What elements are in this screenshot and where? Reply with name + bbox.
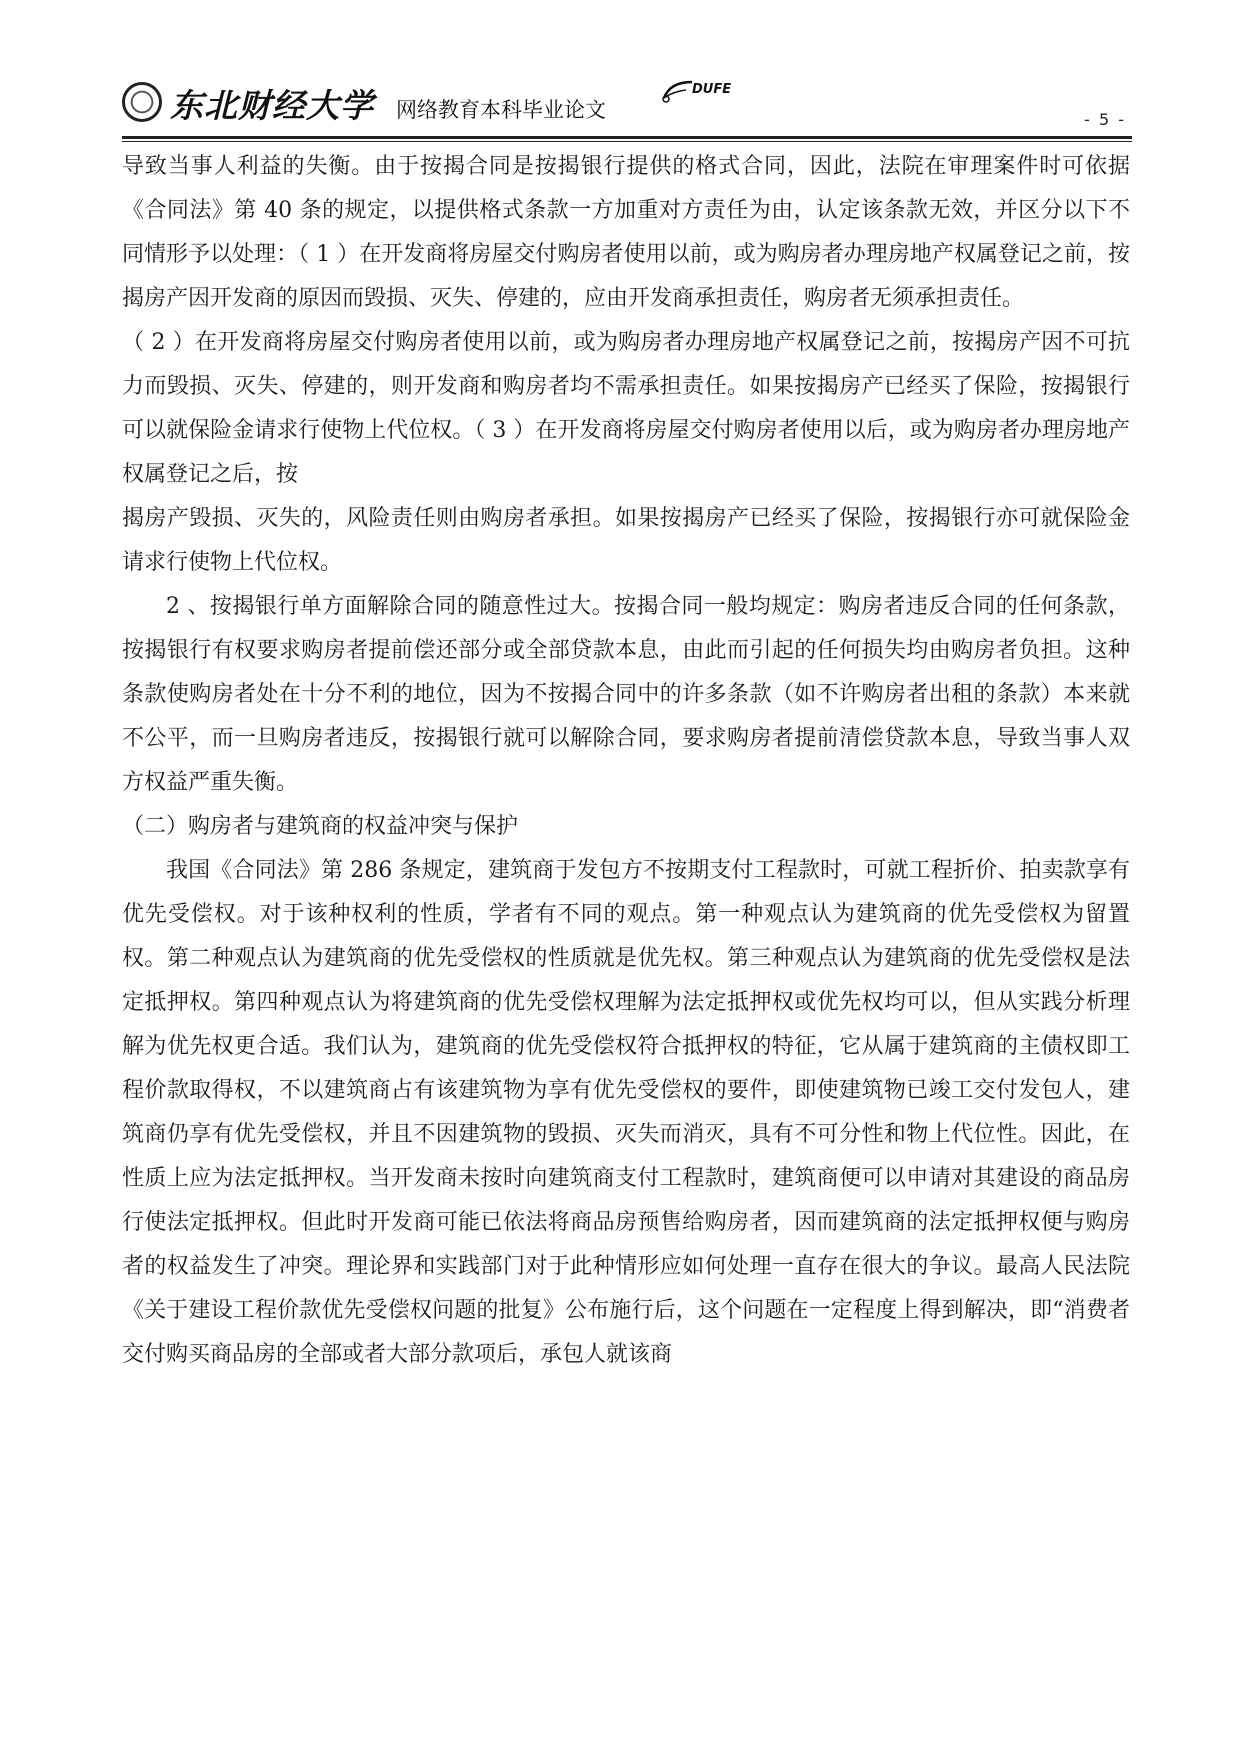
university-name: 东北财经大学: [170, 86, 374, 125]
paragraph: 导致当事人利益的失衡。由于按揭合同是按揭银行提供的格式合同，因此，法院在审理案件时可依据《合同法》第 40 条的规定，以提供格式条款一方加重对方责任为由，认定该条款无效，并区分以下不同情形予以处理：（ 1 ）在开发商将房屋交付购房者使用以前，或为购房者办理房地产权属登记之前，按揭房产因开发商的原因而毁损、灭失、停建的，应由开发商承担责任，购房者无须承担责任。: [122, 154, 1130, 311]
header-rule-thin: [122, 141, 1132, 142]
header-rule-thick: [122, 136, 1132, 139]
thesis-subtitle: 网络教育本科毕业论文: [396, 98, 606, 122]
page-number: - 5 -: [1084, 110, 1126, 129]
paragraph: （ 2 ）在开发商将房屋交付购房者使用以前，或为购房者办理房地产权属登记之前，按揭房产因不可抗力而毁损、灭失、停建的，则开发商和购房者均不需承担责任。如果按揭房产已经买了保险，按揭银行可以就保险金请求行使物上代位权。（ 3 ）在开发商将房屋交付购房者使用以后，或为购房者办理房地产权属登记之后，按: [122, 330, 1130, 487]
paragraph: 我国《合同法》第 286 条规定，建筑商于发包方不按期支付工程款时，可就工程折价、拍卖款享有优先受偿权。对于该种权利的性质，学者有不同的观点。第一种观点认为建筑商的优先受偿权为留置权。第二种观点认为建筑商的优先受偿权的性质就是优先权。第三种观点认为建筑商的优先受偿权是法定抵押权。第四种观点认为将建筑商的优先受偿权理解为法定抵押权或优先权均可以，但从实践分析理解为优先权更合适。我们认为，建筑商的优先受偿权符合抵押权的特征，它从属于建筑商的主债权即工程价款取得权，不以建筑商占有该建筑物为享有优先受偿权的要件，即使建筑物已竣工交付发包人，建筑商仍享有优先受偿权，并且不因建筑物的毁损、灭失而消灭，具有不可分性和物上代位性。因此，在性质上应为法定抵押权。当开发商未按时向建筑商支付工程款时，建筑商便可以申请对其建设的商品房行使法定抵押权。但此时开发商可能已依法将商品房预售给购房者，因而建筑商的法定抵押权便与购房者的权益发生了冲突。理论界和实践部门对于此种情形应如何处理一直存在很大的争议。最高人民法院《关于建设工程价款优先受偿权问题的批复》公布施行后，这个问题在一定程度上得到解决，即“消费者交付购买商品房的全部或者大部分款项后，承包人就该商: [122, 858, 1130, 1367]
section-heading: （二）购房者与建筑商的权益冲突与保护: [122, 814, 519, 839]
paragraph: 揭房产毁损、灭失的，风险责任则由购房者承担。如果按揭房产已经买了保险，按揭银行亦可就保险金请求行使物上代位权。: [122, 506, 1130, 575]
dufe-brand-text: DUFE: [692, 82, 732, 97]
paragraph: 2 、按揭银行单方面解除合同的随意性过大。按揭合同一般均规定：购房者违反合同的任何条款，按揭银行有权要求购房者提前偿还部分或全部贷款本息，由此而引起的任何损失均由购房者负担。这种条款使购房者处在十分不利的地位，因为不按揭合同中的许多条款（如不许购房者出租的条款）本来就不公平，而一旦购房者违反，按揭银行就可以解除合同，要求购房者提前清偿贷款本息，导致当事人双方权益严重失衡。: [122, 594, 1130, 795]
dufe-swoosh-icon: [662, 78, 696, 104]
dufe-logo: [662, 78, 732, 106]
page-header: [122, 76, 1132, 138]
university-seal-logo: [122, 82, 162, 122]
body-text: [122, 145, 1130, 1377]
